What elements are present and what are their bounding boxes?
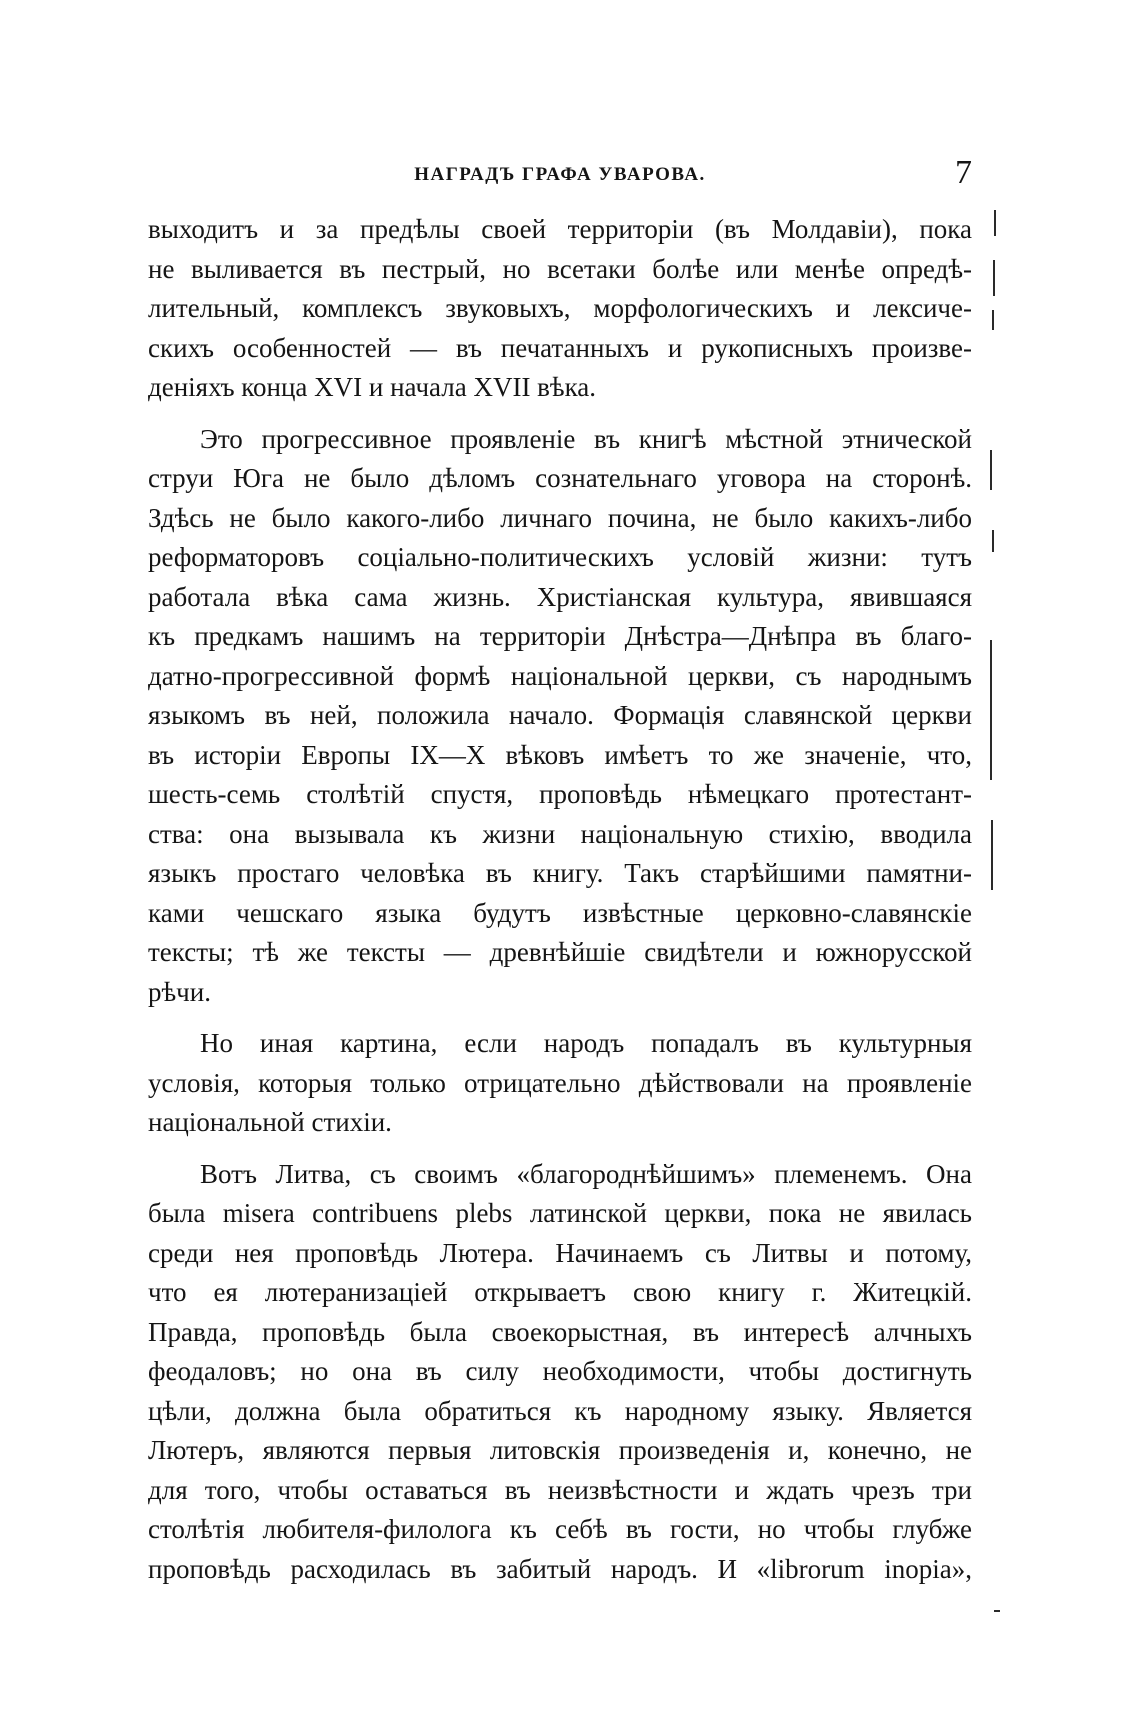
- text-line: Здѣсь не было какого-либо личнаго почина, не было какихъ-либо: [148, 502, 972, 533]
- text-line: тексты; тѣ же тексты — древнѣйшіе свидѣтели и южнорусской: [148, 937, 972, 967]
- text-line: скихъ особенностей — въ печатанныхъ и рукописныхъ произве-: [148, 332, 972, 363]
- text-line: проповѣдь расходилась въ забитый народъ. И «librorum inopia»,: [148, 1553, 972, 1584]
- margin-mark: [990, 640, 992, 780]
- paragraph-2: [148, 420, 972, 1013]
- text-line: выходитъ и за предѣлы своей территоріи (въ Молдавіи), пока: [148, 214, 972, 244]
- paragraph-1: [148, 210, 972, 408]
- text-line: рѣчи.: [148, 976, 211, 1007]
- text-line: не выливается въ пестрый, но всетаки болѣе или менѣе опредѣ-: [148, 253, 972, 284]
- text-line: шесть-семь столѣтій спустя, проповѣдь нѣмецкаго протестант-: [148, 779, 972, 809]
- margin-mark: [992, 530, 994, 552]
- text-line: работала вѣка сама жизнь. Христіанская культура, явившаяся: [148, 581, 972, 612]
- text-line: датно-прогрессивной формѣ національной церкви, съ народнымъ: [148, 660, 972, 691]
- page-number: 7: [955, 154, 972, 191]
- text-line: Правда, проповѣдь была своекорыстная, въ интересѣ алчныхъ: [148, 1316, 972, 1347]
- text-line: Это прогрессивное проявленіе въ книгѣ мѣстной этнической: [200, 423, 972, 454]
- text-line: столѣтія любителя-филолога къ себѣ въ гости, но чтобы глубже: [148, 1514, 972, 1544]
- text-line: языкомъ въ ней, положила начало. Формація славянской церкви: [148, 700, 972, 730]
- text-line: Вотъ Литва, съ своимъ «благороднѣйшимъ» племенемъ. Она: [200, 1158, 972, 1189]
- margin-mark: [994, 210, 996, 236]
- text-line: была misera contribuens plebs латинской церкви, пока не явилась: [148, 1198, 972, 1228]
- text-line: лительный, комплексъ звуковыхъ, морфологическихъ и лексиче-: [148, 293, 972, 323]
- text-line: что ея лютеранизаціей открываетъ свою книгу г. Житецкій.: [148, 1277, 972, 1307]
- paragraph-4: [148, 1155, 972, 1590]
- text-line: Лютеръ, являются первыя литовскія произведенія и, конечно, не: [148, 1435, 972, 1465]
- margin-mark: [990, 450, 992, 490]
- text-line: къ предкамъ нашимъ на территоріи Днѣстра—Днѣпра въ благо-: [148, 621, 972, 651]
- text-line: въ исторіи Европы IX—X вѣковъ имѣетъ то же значеніе, что,: [148, 739, 972, 770]
- running-head: [148, 154, 972, 198]
- margin-mark: [992, 310, 994, 330]
- text-line: для того, чтобы оставаться въ неизвѣстности и ждать чрезъ три: [148, 1474, 972, 1505]
- margin-mark: [991, 820, 993, 890]
- margin-scan-marks: [990, 200, 1030, 1700]
- margin-mark: [994, 1610, 1000, 1612]
- running-title: НАГРАДЪ ГРАФА УВАРОВА.: [414, 164, 706, 185]
- text-line: языкъ простаго человѣка въ книгу. Такъ старѣйшими памятни-: [148, 858, 972, 888]
- text-line: національной стихіи.: [148, 1107, 392, 1137]
- text-line: феодаловъ; но она въ силу необходимости, чтобы достигнуть: [148, 1356, 972, 1386]
- text-line: среди нея проповѣдь Лютера. Начинаемъ съ Литвы и потому,: [148, 1237, 972, 1268]
- body-text: [148, 210, 972, 1589]
- text-line: условія, которыя только отрицательно дѣйствовали на проявленіе: [148, 1067, 972, 1098]
- text-line: Но иная картина, если народъ попадалъ въ культурныя: [200, 1028, 972, 1058]
- text-line: ками чешскаго языка будутъ извѣстные церковно-славянскіе: [148, 897, 972, 928]
- text-line: цѣли, должна была обратиться къ народному языку. Является: [148, 1395, 972, 1426]
- text-line: ства: она вызывала къ жизни національную стихію, вводила: [148, 818, 972, 849]
- text-line: деніяхъ конца XVI и начала XVII вѣка.: [148, 372, 597, 402]
- margin-mark: [993, 260, 995, 296]
- text-line: струи Юга не было дѣломъ сознательнаго уговора на сторонѣ.: [148, 463, 972, 493]
- paragraph-3: [148, 1024, 972, 1143]
- text-line: реформаторовъ соціально-политическихъ условій жизни: тутъ: [148, 542, 972, 572]
